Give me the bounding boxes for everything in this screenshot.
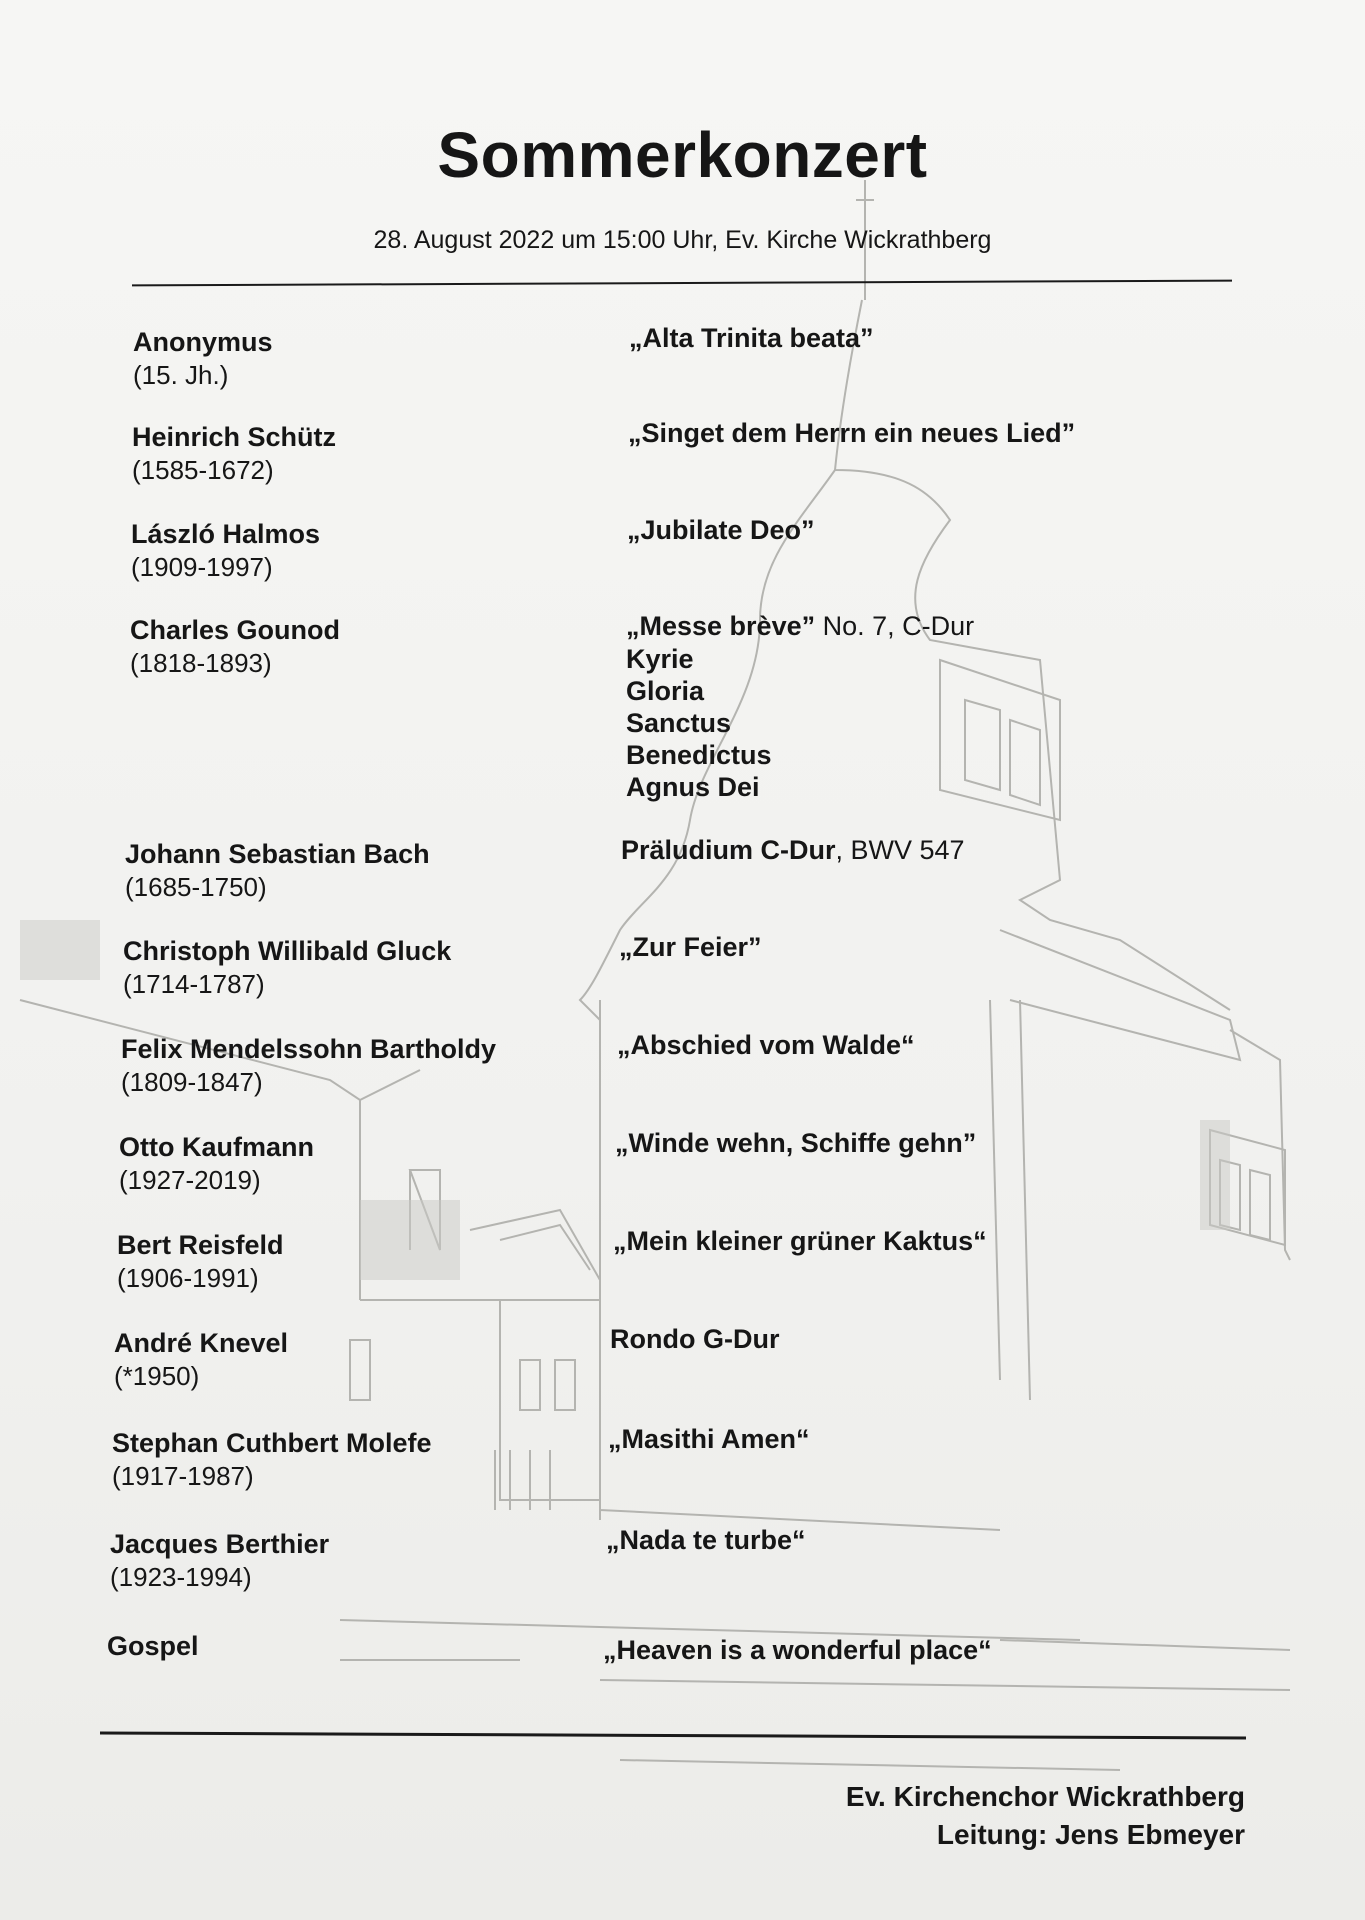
composer — [123, 935, 623, 1000]
composer-name: Anonymus — [133, 327, 273, 357]
composer-name: László Halmos — [131, 519, 321, 549]
composer-dates: (1714-1787) — [123, 969, 265, 999]
composer — [121, 1033, 621, 1098]
composer-dates: (*1950) — [114, 1361, 200, 1391]
work-title: „Singet dem Herrn ein neues Lied” — [628, 418, 1076, 448]
movement: Benedictus — [626, 740, 772, 770]
movement: Sanctus — [626, 708, 732, 738]
composer — [112, 1427, 612, 1492]
composer-dates: (1906-1991) — [117, 1263, 259, 1293]
work-title: Rondo G-Dur — [610, 1324, 780, 1354]
movement: Agnus Dei — [626, 772, 760, 802]
composer-name: Stephan Cuthbert Molefe — [112, 1428, 432, 1458]
work — [613, 1225, 1173, 1258]
composer-dates: (1685-1750) — [125, 872, 267, 902]
composer-dates: (1917-1987) — [112, 1461, 254, 1491]
work — [619, 931, 1179, 964]
footer-credits — [846, 1778, 1245, 1854]
work-title: „Winde wehn, Schiffe gehn” — [615, 1128, 977, 1158]
composer-name: Christoph Willibald Gluck — [123, 936, 452, 966]
composer — [117, 1229, 617, 1294]
work-title: „Heaven is a wonderful place“ — [603, 1635, 992, 1665]
composer — [110, 1528, 610, 1593]
work — [627, 514, 1187, 547]
composer — [133, 326, 633, 391]
composer — [130, 614, 630, 679]
composer-name: Jacques Berthier — [110, 1529, 330, 1559]
composer-name: Heinrich Schütz — [132, 422, 337, 452]
composer-dates: (1818-1893) — [130, 648, 272, 678]
composer-name: André Knevel — [114, 1328, 289, 1358]
work — [603, 1634, 1163, 1667]
work-title: „Abschied vom Walde“ — [617, 1030, 915, 1060]
composer-dates: (15. Jh.) — [133, 360, 229, 390]
composer — [107, 1630, 607, 1663]
work — [615, 1127, 1175, 1160]
composer-name: Otto Kaufmann — [119, 1132, 314, 1162]
concert-subtitle: 28. August 2022 um 15:00 Uhr, Ev. Kirche Wickrathberg — [373, 226, 992, 254]
work — [606, 1524, 1166, 1557]
composer — [132, 421, 632, 486]
work — [610, 1323, 1170, 1356]
composer-dates: (1927-2019) — [119, 1165, 261, 1195]
work-title: „Nada te turbe“ — [606, 1525, 806, 1555]
choir-name: Ev. Kirchenchor Wickrathberg — [845, 1781, 1245, 1812]
composer-dates: (1923-1994) — [110, 1562, 252, 1592]
work-title: Präludium C-Dur — [621, 835, 836, 865]
work-title: „Masithi Amen“ — [608, 1424, 810, 1454]
work-detail: , BWV 547 — [835, 835, 965, 865]
work — [628, 417, 1188, 450]
composer — [125, 838, 625, 903]
composer — [119, 1131, 619, 1196]
composer-dates: (1585-1672) — [132, 455, 274, 485]
work — [626, 610, 1186, 803]
composer-name: Bert Reisfeld — [117, 1230, 284, 1260]
movement: Gloria — [626, 676, 705, 706]
work — [617, 1029, 1177, 1062]
work — [608, 1423, 1168, 1456]
movement: Kyrie — [626, 644, 694, 674]
concert-title: Sommerkonzert — [437, 119, 928, 191]
composer-name: Charles Gounod — [130, 615, 341, 645]
work — [629, 322, 1189, 355]
composer — [114, 1327, 614, 1392]
work-detail: No. 7, C-Dur — [815, 611, 975, 641]
work-title: „Jubilate Deo” — [627, 515, 815, 545]
composer-name: Johann Sebastian Bach — [125, 839, 430, 869]
work-title: „Zur Feier” — [619, 932, 762, 962]
choir-director: Leitung: Jens Ebmeyer — [936, 1819, 1245, 1850]
work-title: „Alta Trinita beata” — [629, 323, 874, 353]
composer — [131, 518, 631, 583]
composer-dates: (1909-1997) — [131, 552, 273, 582]
composer-dates: (1809-1847) — [121, 1067, 263, 1097]
work-title: „Messe brève” — [626, 611, 816, 641]
work-title: „Mein kleiner grüner Kaktus“ — [613, 1226, 987, 1256]
composer-name: Gospel — [107, 1631, 199, 1661]
composer-name: Felix Mendelssohn Bartholdy — [121, 1034, 497, 1064]
work — [621, 834, 1181, 867]
